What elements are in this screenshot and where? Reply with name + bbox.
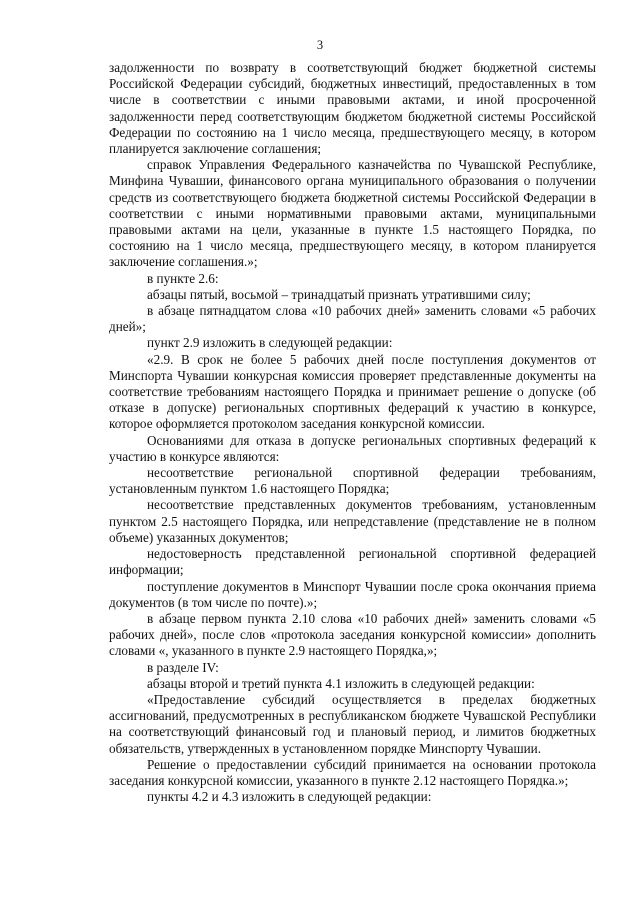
paragraph: абзацы второй и третий пункта 4.1 изложить в следующей редакции: bbox=[147, 675, 535, 691]
paragraph: поступление документов в Минспорт Чувашии после срока окончания приема документов (в том числе по почте).»; bbox=[109, 578, 596, 610]
paragraph: задолженности по возврату в соответствующий бюджет бюджетной системы Российской Федерации субсидий, бюджетных инвестиций, предоставленных в том числе в соответствии с иными правовыми актами, и иной просроченной задолженности перед соответствующим бюджетом бюджетной системы Российской Федерации по состоянию на 1 число месяца, предшествующего месяцу, в котором планируется заключение соглашения; bbox=[109, 60, 596, 157]
paragraph: в абзаце первом пункта 2.10 слова «10 рабочих дней» заменить словами «5 рабочих дней», после слов «протокола заседания конкурсной комиссии» дополнить словами «, указанного в пункте 2.9 настоящего Порядка,»; bbox=[109, 610, 596, 659]
paragraph: «2.9. В срок не более 5 рабочих дней после поступления документов от Минспорта Чувашии конкурсная комиссия проверяет представленные документы на соответствие требованиям настоящего Порядка и принимает решение о допуске (об отказе в допуске) региональных спортивных федераций к участию в конкурсе, которое оформляется протоколом заседания конкурсной комиссии. bbox=[109, 351, 596, 432]
paragraph: в разделе IV: bbox=[147, 659, 219, 675]
paragraph: в абзаце пятнадцатом слова «10 рабочих дней» заменить словами «5 рабочих дней»; bbox=[109, 303, 596, 335]
paragraph: Основаниями для отказа в допуске региональных спортивных федераций к участию в конкурсе являются: bbox=[109, 432, 596, 464]
paragraph: несоответствие представленных документов требованиям, установленным пунктом 2.5 настоящего Порядка, или непредставление (представление не в полном объеме) указанных документов; bbox=[109, 497, 596, 545]
paragraph: справок Управления Федерального казначейства по Чувашской Республике, Минфина Чувашии, финансового органа муниципального образования о получении средств из соответствующего бюджета бюджетной системы Российской Федерации в соответствии с иными нормативными правовыми актами, муниципальными правовыми актами на цели, указанные в пункте 1.5 настоящего Порядка, по состоянию на 1 число месяца, предшествующего месяцу, в котором планируется заключение соглашения.»; bbox=[109, 157, 596, 270]
paragraph: недостоверность представленной региональной спортивной федерацией информации; bbox=[109, 546, 596, 578]
paragraph: Решение о предоставлении субсидий принимается на основании протокола заседания конкурсной комиссии, указанного в пункте 2.12 настоящего Порядка.»; bbox=[109, 756, 596, 788]
paragraph: «Предоставление субсидий осуществляется в пределах бюджетных ассигнований, предусмотренных в республиканском бюджете Чувашской Республики на соответствующий финансовый год и плановый период, и лимитов бюджетных обязательств, утвержденных в установленном порядке Минспорту Чувашии. bbox=[109, 691, 596, 756]
paragraph: абзацы пятый, восьмой – тринадцатый признать утратившими силу; bbox=[147, 286, 531, 302]
paragraph: несоответствие региональной спортивной федерации требованиям, установленным пунктом 1.6 настоящего Порядка; bbox=[109, 465, 596, 497]
paragraph: пункты 4.2 и 4.3 изложить в следующей редакции: bbox=[147, 789, 432, 805]
paragraph: пункт 2.9 изложить в следующей редакции: bbox=[147, 335, 393, 351]
document-body bbox=[109, 60, 596, 805]
page-number: 3 bbox=[316, 38, 324, 52]
paragraph: в пункте 2.6: bbox=[147, 270, 219, 286]
